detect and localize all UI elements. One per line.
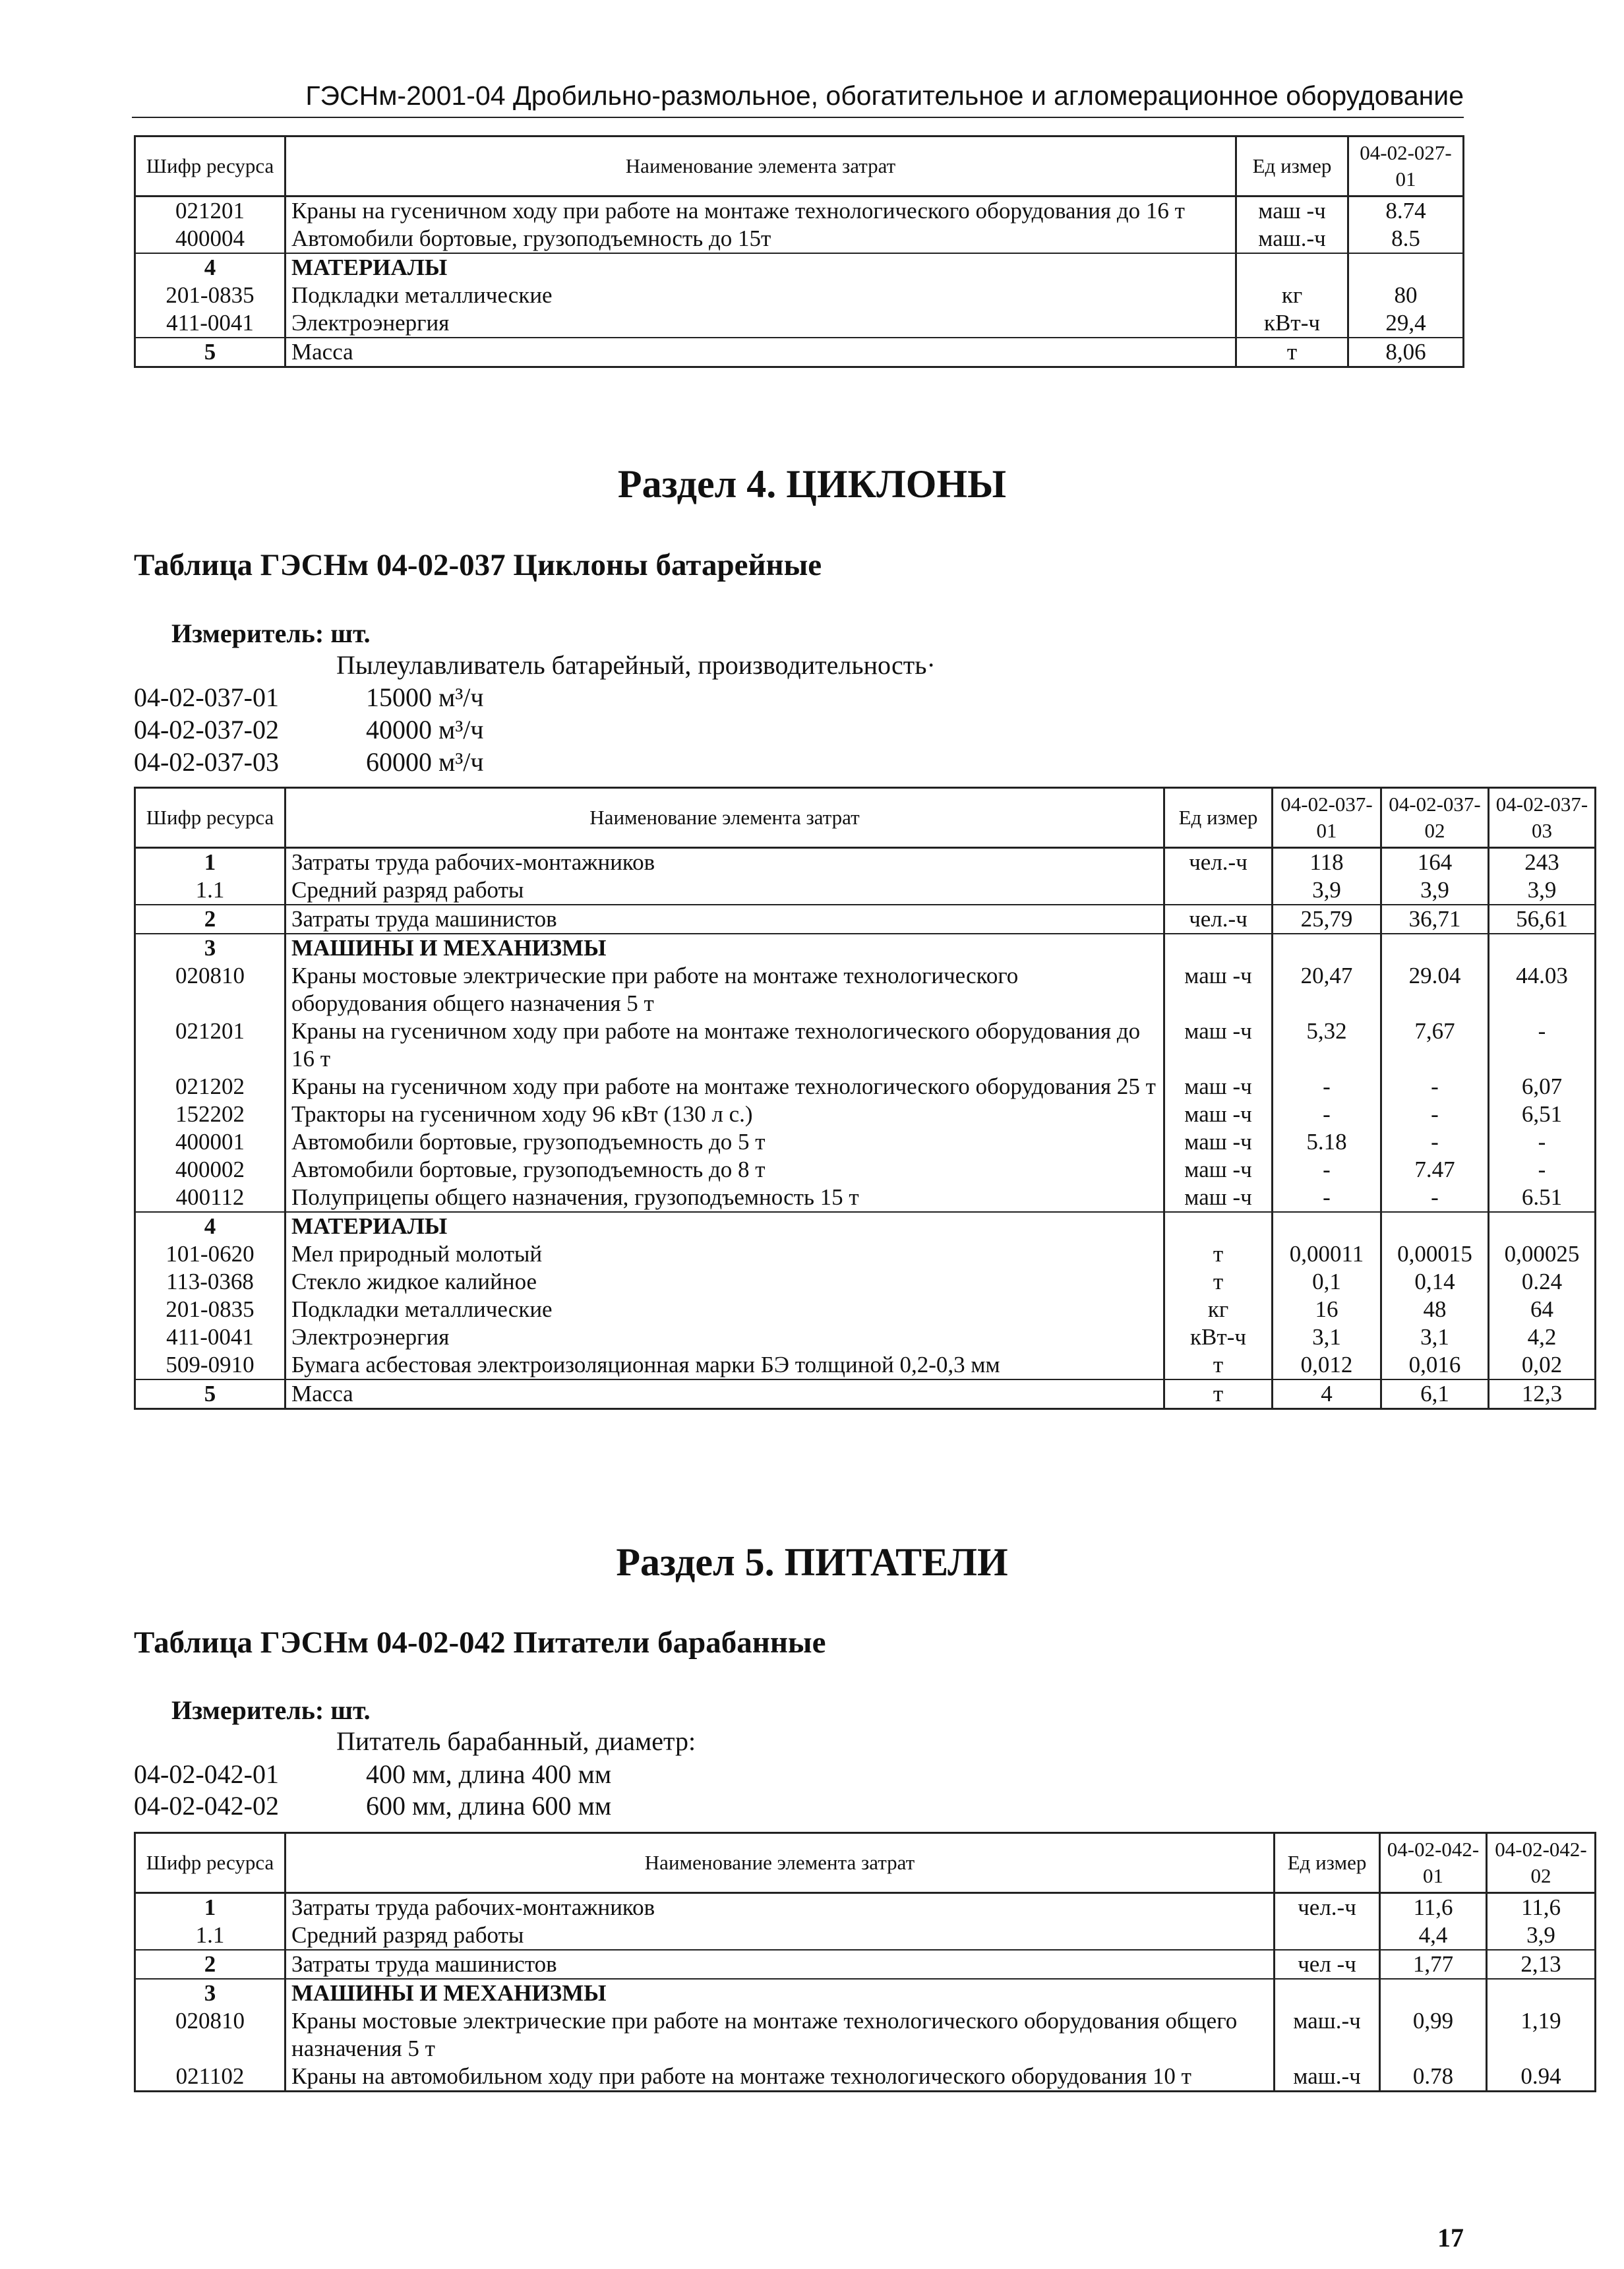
value-cell: 7.47 — [1381, 1156, 1489, 1184]
value-cell: 243 — [1489, 848, 1596, 877]
value-cell: - — [1489, 1128, 1596, 1156]
col-header-norm: 04-02-037-02 — [1381, 788, 1489, 848]
resource-code: 1 — [135, 848, 286, 877]
item-value: 40000 м³/ч — [366, 715, 484, 744]
table-row — [135, 1156, 1596, 1184]
unit-cell — [1275, 1921, 1380, 1950]
unit-cell: кг — [1164, 1296, 1273, 1323]
unit-cell: т — [1164, 1379, 1273, 1409]
value-cell: - — [1273, 1101, 1381, 1128]
value-cell: 64 — [1489, 1296, 1596, 1323]
resource-code: 2 — [135, 1950, 286, 1979]
item-description: Питатель барабанный, диаметр: — [336, 1726, 696, 1756]
value-cell: 11,6 — [1380, 1893, 1487, 1922]
value-cell: 6,51 — [1489, 1101, 1596, 1128]
resource-code: 1.1 — [135, 1921, 286, 1950]
value-cell: 0,02 — [1489, 1351, 1596, 1379]
resource-name: Подкладки металлические — [286, 1296, 1164, 1323]
col-header-name: Наименование элемента затрат — [286, 136, 1236, 197]
col-header-unit: Ед измер — [1275, 1833, 1380, 1893]
table-row — [135, 1950, 1596, 1979]
col-header-norm: 04-02-037-01 — [1273, 788, 1381, 848]
resource-name: Краны на гусеничном ходу при работе на монтаже технологического оборудования до 16 т — [286, 197, 1236, 226]
table-row — [135, 197, 1464, 226]
value-cell: - — [1381, 1073, 1489, 1101]
value-cell: 0,00015 — [1381, 1240, 1489, 1268]
resource-name: Автомобили бортовые, грузоподъемность до 8 т — [286, 1156, 1164, 1184]
value-cell: 16 — [1273, 1296, 1381, 1323]
value-cell — [1273, 1212, 1381, 1240]
value-cell: 4 — [1273, 1379, 1381, 1409]
resource-name: Затраты труда машинистов — [286, 905, 1164, 934]
resource-code: 5 — [135, 338, 286, 367]
resource-name: Затраты труда рабочих-монтажников — [286, 1893, 1275, 1922]
unit-cell: кВт-ч — [1236, 309, 1348, 338]
unit-cell: маш -ч — [1164, 1184, 1273, 1212]
resource-name: Средний разряд работы — [286, 876, 1164, 905]
resource-table-04-02-027 — [134, 135, 1464, 368]
value-cell — [1381, 934, 1489, 962]
table-row — [135, 2063, 1596, 2092]
col-header-name: Наименование элемента затрат — [286, 788, 1164, 848]
value-cell: 1,19 — [1487, 2007, 1596, 2063]
unit-cell: т — [1164, 1240, 1273, 1268]
page-number: 17 — [1437, 2223, 1464, 2253]
unit-cell: маш.-ч — [1275, 2007, 1380, 2063]
unit-cell — [1164, 876, 1273, 905]
resource-name: Электроэнергия — [286, 1323, 1164, 1351]
unit-cell: маш.-ч — [1236, 225, 1348, 253]
value-cell: 3,9 — [1489, 876, 1596, 905]
resource-code: 2 — [135, 905, 286, 934]
table-row — [135, 282, 1464, 309]
unit-cell: чел.-ч — [1164, 848, 1273, 877]
table-row — [135, 1101, 1596, 1128]
resource-table-04-02-042 — [134, 1832, 1596, 2092]
value-cell: 0,00025 — [1489, 1240, 1596, 1268]
value-cell: 0,99 — [1380, 2007, 1487, 2063]
unit-cell — [1236, 253, 1348, 282]
resource-code: 1 — [135, 1893, 286, 1922]
value-cell: - — [1273, 1073, 1381, 1101]
resource-name: МАШИНЫ И МЕХАНИЗМЫ — [286, 1979, 1275, 2007]
table-row — [135, 1296, 1596, 1323]
resource-name: Электроэнергия — [286, 309, 1236, 338]
resource-code: 020810 — [135, 962, 286, 1017]
unit-cell: маш -ч — [1164, 962, 1273, 1017]
value-cell: 1,77 — [1380, 1950, 1487, 1979]
resource-code: 4 — [135, 1212, 286, 1240]
value-cell — [1380, 1979, 1487, 2007]
table-row — [135, 905, 1596, 934]
table-row — [135, 962, 1596, 1017]
item-code: 04-02-037-02 — [134, 715, 279, 744]
resource-name: Автомобили бортовые, грузоподъемность до 5 т — [286, 1128, 1164, 1156]
table-row — [135, 1323, 1596, 1351]
section-5-heading: Раздел 5. ПИТАТЕЛИ — [616, 1540, 1008, 1584]
measure-unit: Измеритель: шт. — [171, 1695, 371, 1725]
table-row — [135, 2007, 1596, 2063]
value-cell: 0,012 — [1273, 1351, 1381, 1379]
table-title-04-02-037: Таблица ГЭСНм 04-02-037 Циклоны батарейные — [134, 548, 822, 582]
value-cell: - — [1273, 1156, 1381, 1184]
resource-code: 3 — [135, 934, 286, 962]
value-cell — [1487, 1979, 1596, 2007]
item-description: Пылеулавливатель батарейный, производительность· — [336, 650, 936, 680]
item-value: 15000 м³/ч — [366, 682, 484, 712]
resource-code: 5 — [135, 1379, 286, 1409]
value-cell: 44.03 — [1489, 962, 1596, 1017]
value-cell: 8,06 — [1348, 338, 1464, 367]
col-header-code: Шифр ресурса — [135, 136, 286, 197]
value-cell: 0,14 — [1381, 1268, 1489, 1296]
value-cell: 6,1 — [1381, 1379, 1489, 1409]
value-cell: 0,016 — [1381, 1351, 1489, 1379]
resource-code: 021202 — [135, 1073, 286, 1101]
unit-cell: т — [1236, 338, 1348, 367]
value-cell: 164 — [1381, 848, 1489, 877]
unit-cell: маш.-ч — [1275, 2063, 1380, 2092]
value-cell: - — [1273, 1184, 1381, 1212]
resource-code: 400004 — [135, 225, 286, 253]
resource-name: Масса — [286, 338, 1236, 367]
resource-name: Тракторы на гусеничном ходу 96 кВт (130 л с.) — [286, 1101, 1164, 1128]
section-row — [135, 1212, 1596, 1240]
resource-name: Стекло жидкое калийное — [286, 1268, 1164, 1296]
resource-code: 021201 — [135, 197, 286, 226]
resource-code: 021102 — [135, 2063, 286, 2092]
resource-name: Краны на гусеничном ходу при работе на монтаже технологического оборудования до 16 т — [286, 1017, 1164, 1073]
table-row — [135, 1017, 1596, 1073]
col-header-unit: Ед измер — [1236, 136, 1348, 197]
measure-unit: Измеритель: шт. — [171, 619, 371, 648]
resource-name: Масса — [286, 1379, 1164, 1409]
resource-name: МАШИНЫ И МЕХАНИЗМЫ — [286, 934, 1164, 962]
resource-name: Полуприцепы общего назначения, грузоподъемность 15 т — [286, 1184, 1164, 1212]
col-header-name: Наименование элемента затрат — [286, 1833, 1275, 1893]
resource-code: 400002 — [135, 1156, 286, 1184]
section-row — [135, 934, 1596, 962]
table-row — [135, 1893, 1596, 1922]
value-cell: 5,32 — [1273, 1017, 1381, 1073]
table-row — [135, 1379, 1596, 1409]
value-cell: - — [1489, 1156, 1596, 1184]
resource-code: 113-0368 — [135, 1268, 286, 1296]
section-row — [135, 1979, 1596, 2007]
value-cell: 6,07 — [1489, 1073, 1596, 1101]
value-cell: 11,6 — [1487, 1893, 1596, 1922]
resource-code: 4 — [135, 253, 286, 282]
item-value: 600 мм, длина 600 мм — [366, 1791, 612, 1821]
value-cell: 56,61 — [1489, 905, 1596, 934]
unit-cell: маш -ч — [1164, 1156, 1273, 1184]
value-cell: 5.18 — [1273, 1128, 1381, 1156]
unit-cell: маш -ч — [1164, 1017, 1273, 1073]
value-cell: 0.24 — [1489, 1268, 1596, 1296]
table-row — [135, 338, 1464, 367]
value-cell — [1273, 934, 1381, 962]
value-cell: 3,9 — [1487, 1921, 1596, 1950]
resource-name: МАТЕРИАЛЫ — [286, 253, 1236, 282]
resource-code: 201-0835 — [135, 1296, 286, 1323]
resource-name: Средний разряд работы — [286, 1921, 1275, 1950]
table-row — [135, 1073, 1596, 1101]
value-cell: 4,2 — [1489, 1323, 1596, 1351]
value-cell: 3,1 — [1381, 1323, 1489, 1351]
item-value: 400 мм, длина 400 мм — [366, 1759, 612, 1789]
value-cell: - — [1381, 1184, 1489, 1212]
table-row — [135, 1268, 1596, 1296]
item-code: 04-02-042-02 — [134, 1791, 279, 1821]
table-row — [135, 1184, 1596, 1212]
value-cell: - — [1381, 1128, 1489, 1156]
resource-code: 201-0835 — [135, 282, 286, 309]
unit-cell — [1275, 1979, 1380, 2007]
table-row — [135, 876, 1596, 905]
col-header-norm: 04-02-027-01 — [1348, 136, 1464, 197]
resource-code: 020810 — [135, 2007, 286, 2063]
unit-cell: маш -ч — [1164, 1128, 1273, 1156]
value-cell: 8.5 — [1348, 225, 1464, 253]
resource-code: 509-0910 — [135, 1351, 286, 1379]
col-header-code: Шифр ресурса — [135, 1833, 286, 1893]
table-header-row — [135, 136, 1464, 197]
value-cell: 4,4 — [1380, 1921, 1487, 1950]
unit-cell — [1164, 934, 1273, 962]
value-cell: - — [1381, 1101, 1489, 1128]
col-header-unit: Ед измер — [1164, 788, 1273, 848]
item-code: 04-02-037-03 — [134, 747, 279, 777]
resource-name: Затраты труда машинистов — [286, 1950, 1275, 1979]
resource-code: 411-0041 — [135, 309, 286, 338]
resource-name: Затраты труда рабочих-монтажников — [286, 848, 1164, 877]
unit-cell: маш -ч — [1164, 1101, 1273, 1128]
resource-name: МАТЕРИАЛЫ — [286, 1212, 1164, 1240]
resource-code: 400001 — [135, 1128, 286, 1156]
value-cell: 3,1 — [1273, 1323, 1381, 1351]
value-cell: 29,4 — [1348, 309, 1464, 338]
value-cell: 0,1 — [1273, 1268, 1381, 1296]
value-cell: 3,9 — [1273, 876, 1381, 905]
value-cell: 12,3 — [1489, 1379, 1596, 1409]
resource-name: Мел природный молотый — [286, 1240, 1164, 1268]
table-title-04-02-042: Таблица ГЭСНм 04-02-042 Питатели барабанные — [134, 1625, 826, 1660]
value-cell: 6.51 — [1489, 1184, 1596, 1212]
resource-name: Автомобили бортовые, грузоподъемность до 15т — [286, 225, 1236, 253]
resource-name: Подкладки металлические — [286, 282, 1236, 309]
table-row — [135, 848, 1596, 877]
value-cell: 20,47 — [1273, 962, 1381, 1017]
resource-code: 411-0041 — [135, 1323, 286, 1351]
value-cell: 2,13 — [1487, 1950, 1596, 1979]
value-cell: 80 — [1348, 282, 1464, 309]
table-row — [135, 225, 1464, 253]
resource-table-04-02-037 — [134, 787, 1596, 1410]
value-cell: 29.04 — [1381, 962, 1489, 1017]
value-cell: 3,9 — [1381, 876, 1489, 905]
value-cell: 0,00011 — [1273, 1240, 1381, 1268]
unit-cell: кВт-ч — [1164, 1323, 1273, 1351]
unit-cell: кг — [1236, 282, 1348, 309]
resource-code: 400112 — [135, 1184, 286, 1212]
table-row — [135, 1128, 1596, 1156]
resource-code: 152202 — [135, 1101, 286, 1128]
table-row — [135, 309, 1464, 338]
table-header-row — [135, 1833, 1596, 1893]
value-cell — [1381, 1212, 1489, 1240]
unit-cell — [1164, 1212, 1273, 1240]
resource-name: Краны на автомобильном ходу при работе на монтаже технологического оборудования 10 т — [286, 2063, 1275, 2092]
unit-cell: т — [1164, 1268, 1273, 1296]
item-code: 04-02-037-01 — [134, 682, 279, 712]
item-code: 04-02-042-01 — [134, 1759, 279, 1789]
resource-code: 101-0620 — [135, 1240, 286, 1268]
value-cell — [1489, 934, 1596, 962]
value-cell: 0.78 — [1380, 2063, 1487, 2092]
value-cell: 48 — [1381, 1296, 1489, 1323]
col-header-norm: 04-02-042-01 — [1380, 1833, 1487, 1893]
resource-name: Краны на гусеничном ходу при работе на монтаже технологического оборудования 25 т — [286, 1073, 1164, 1101]
table-row — [135, 1351, 1596, 1379]
value-cell: 118 — [1273, 848, 1381, 877]
col-header-norm: 04-02-037-03 — [1489, 788, 1596, 848]
col-header-code: Шифр ресурса — [135, 788, 286, 848]
resource-code: 021201 — [135, 1017, 286, 1073]
table-row — [135, 1240, 1596, 1268]
value-cell: - — [1489, 1017, 1596, 1073]
section-4-heading: Раздел 4. ЦИКЛОНЫ — [617, 462, 1007, 506]
unit-cell: маш -ч — [1236, 197, 1348, 226]
item-value: 60000 м³/ч — [366, 747, 484, 777]
resource-code: 1.1 — [135, 876, 286, 905]
resource-name: Бумага асбестовая электроизоляционная марки БЭ толщиной 0,2-0,3 мм — [286, 1351, 1164, 1379]
unit-cell: маш -ч — [1164, 1073, 1273, 1101]
section-row — [135, 253, 1464, 282]
value-cell: 0.94 — [1487, 2063, 1596, 2092]
value-cell — [1348, 253, 1464, 282]
resource-name: Краны мостовые электрические при работе на монтаже технологического оборудования общего назначения 5 т — [286, 962, 1164, 1017]
col-header-norm: 04-02-042-02 — [1487, 1833, 1596, 1893]
value-cell — [1489, 1212, 1596, 1240]
running-header: ГЭСНм-2001-04 Дробильно-размольное, обогатительное и агломерационное оборудование — [132, 80, 1464, 118]
resource-code: 3 — [135, 1979, 286, 2007]
value-cell: 8.74 — [1348, 197, 1464, 226]
value-cell: 25,79 — [1273, 905, 1381, 934]
table-header-row — [135, 788, 1596, 848]
resource-name: Краны мостовые электрические при работе на монтаже технологического оборудования общего назначения 5 т — [286, 2007, 1275, 2063]
value-cell: 7,67 — [1381, 1017, 1489, 1073]
table-row — [135, 1921, 1596, 1950]
value-cell: 36,71 — [1381, 905, 1489, 934]
unit-cell: чел.-ч — [1164, 905, 1273, 934]
unit-cell: т — [1164, 1351, 1273, 1379]
unit-cell: чел -ч — [1275, 1950, 1380, 1979]
unit-cell: чел.-ч — [1275, 1893, 1380, 1922]
